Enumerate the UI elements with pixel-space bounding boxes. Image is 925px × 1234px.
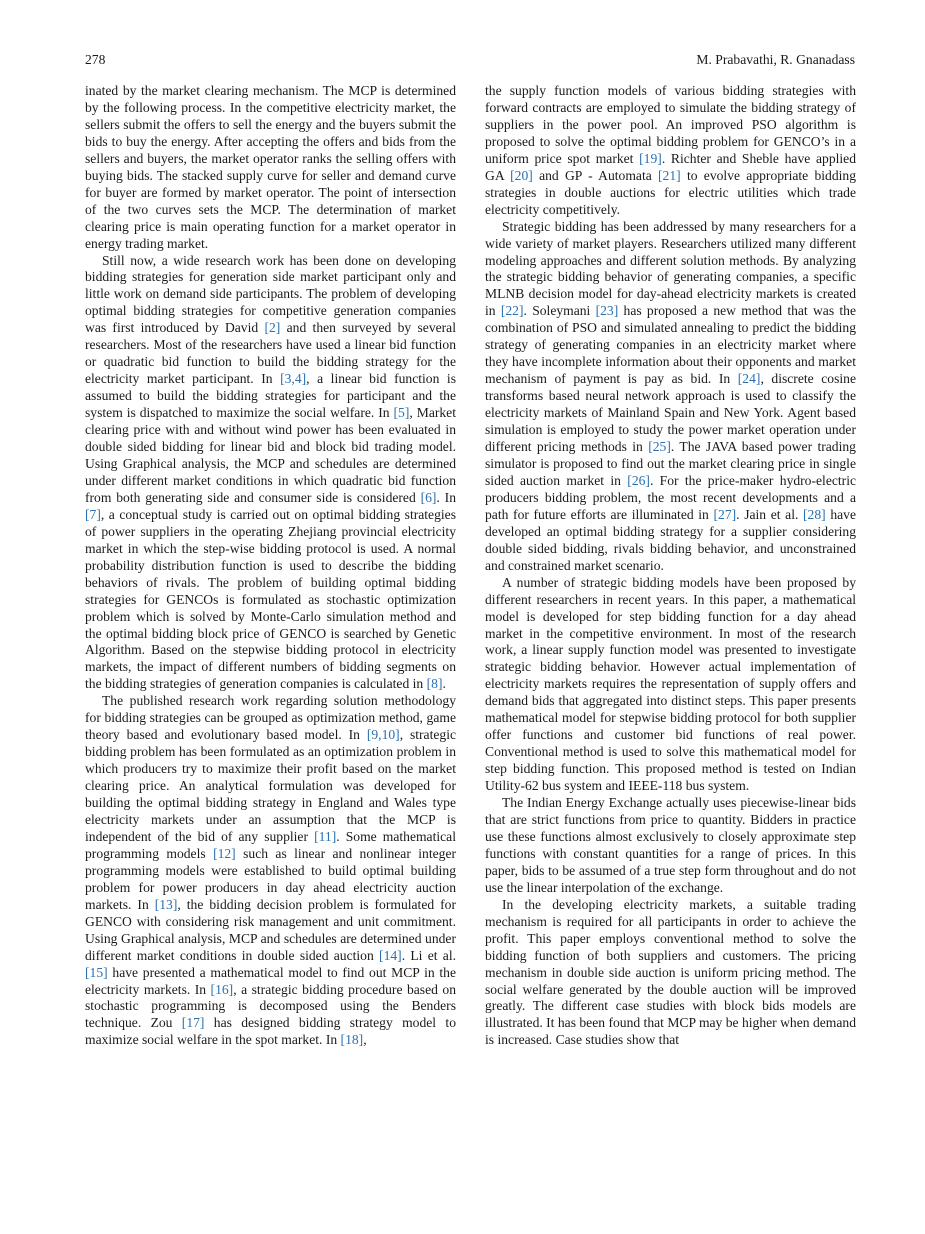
paragraph-text: . For the price-maker hydro-electric producers bidding problem, the most recent developments and a path for future efforts are illuminated in: [485, 472, 856, 522]
paragraph-text: , the bidding decision problem is formulated for GENCO with considering risk management and unit commitment. Using Graphical analysis, MCP and schedules are determined under different market conditions in double sided auction: [85, 896, 456, 963]
paragraph-text: Still now, a wide research work has been done on developing bidding strategies for generation side market participant only and little work on demand side participants. The problem of developing optimal bidding strategies for competitive generation companies was first introduced by David: [85, 252, 456, 336]
citation-link[interactable]: [7]: [85, 506, 101, 522]
citation-link[interactable]: [26]: [627, 472, 650, 488]
paragraph: [85, 83, 456, 253]
paragraph-text: In the developing electricity markets, a suitable trading mechanism is required for all participants in order to achieve the profit. This paper employs conventional method to solve the bidding function of both suppliers and customers. The pricing mechanism in double side auction is uniform pricing method. The social welfare generated by the double auction will be improved greatly. The different case studies with block bids models are illustrated. It has been found that MCP may be higher when demand is increased. Case studies show that: [485, 896, 856, 1048]
left-column: [85, 83, 456, 1049]
paragraph-text: . In: [436, 489, 456, 505]
citation-link[interactable]: [8]: [426, 676, 443, 692]
citation-link[interactable]: [17]: [181, 1015, 205, 1031]
right-column: [485, 83, 856, 1049]
paragraph-text: . Jain et al.: [736, 506, 804, 522]
citation-link[interactable]: [12]: [213, 845, 236, 861]
paragraph-text: . The JAVA based power trading simulator is proposed to find out the market clearing price in single sided auction market in: [485, 439, 856, 488]
citation-link[interactable]: [9,10]: [366, 727, 400, 743]
running-head-authors: M. Prabavathi, R. Gnanadass: [696, 52, 855, 67]
citation-link[interactable]: [21]: [658, 167, 681, 183]
paragraph-text: . Richter and Sheble have applied GA: [485, 150, 856, 183]
paragraph: [85, 693, 456, 1049]
citation-link[interactable]: [18]: [340, 1032, 364, 1048]
citation-link[interactable]: [22]: [500, 303, 524, 319]
paragraph: [485, 795, 856, 897]
paragraph-text: , strategic bidding problem has been formulated as an optimization problem in which producers try to maximize their profit based on the market clearing price. An analytical formulation was developed for building the optimal bidding strategy in England and Wales type electricity markets under an assumption that the MCP is independent of the bid of any supplier: [85, 727, 457, 844]
paragraph: [485, 83, 856, 219]
paragraph: [485, 219, 856, 575]
citation-link[interactable]: [15]: [85, 964, 108, 980]
paragraph-text: , a linear bid function is assumed to build the bidding strategies for participant and the system is dispatched to maximize the social welfare. In: [85, 371, 456, 421]
citation-link[interactable]: [3,4]: [280, 371, 307, 387]
paragraph-text: such as linear and nonlinear integer programming models were established to build optimal building problem for power producers in day ahead electricity auction markets. In: [85, 845, 456, 912]
paragraph-text: The Indian Energy Exchange actually uses piecewise-linear bids that are strict functions from price to quantity. Bidders in practice use these functions almost exclusively to closely approximate step functions with constant quantities for a range of prices. In this paper, bids to be assumed of a true step form throughout and do not use the linear interpolation of the exchange.: [485, 795, 856, 895]
citation-link[interactable]: [5]: [393, 405, 410, 421]
paragraph-text: ,: [363, 1032, 367, 1048]
citation-link[interactable]: [6]: [420, 489, 437, 505]
citation-link[interactable]: [20]: [510, 167, 533, 183]
citation-link[interactable]: [23]: [595, 303, 619, 319]
paragraph-text: , a strategic bidding procedure based on stochastic programming is decomposed using the Benders technique. Zou: [85, 981, 456, 1031]
paragraph: [85, 253, 456, 694]
citation-link[interactable]: [27]: [713, 506, 737, 522]
page-number: 278: [85, 52, 106, 67]
citation-link[interactable]: [24]: [737, 371, 761, 387]
paragraph-text: the supply function models of various bidding strategies with forward contracts are employed to simulate the bidding strategy of suppliers in the power pool. An improved PSO algorithm is proposed to solve the optimal bidding problem for GENCO’s in a uniform price spot market: [485, 83, 856, 166]
citation-link[interactable]: [19]: [639, 150, 662, 166]
paragraph-text: The published research work regarding solution methodology for bidding strategies can be grouped as optimization method, game theory based and evolutionary based model. In: [85, 693, 456, 743]
paragraph-text: and then surveyed by several researchers. Most of the researchers have used a linear bid function or quadratic bid function to build the bidding strategy for the electricity market participant. In: [85, 320, 456, 387]
paragraph-text: . Some mathematical programming models: [85, 828, 456, 861]
paragraph-text: have developed an optimal bidding strategy for a supplier considering double sided bidding, rivals bidding behavior, and unconstrained and constrained market scenario.: [485, 506, 856, 573]
citation-link[interactable]: [11]: [314, 828, 337, 844]
paragraph-text: to evolve appropriate bidding strategies in double auctions for electric utilities which trade electricity competitively.: [485, 167, 856, 217]
paragraph-text: , a conceptual study is carried out on optimal bidding strategies of power suppliers in the operating Zhejiang provincial electricity market in which the step-wise bidding protocol is used. A normal probability distribution function is used to describe the bidding behaviors of rivals. The problem of building optimal bidding strategies for GENCOs is formulated as stochastic optimization problem which is solved by Monte-Carlo simulation method and the optimal bidding block price of GENCO is searched by Genetic Algorithm. Based on the stepwise bidding protocol in electricity markets, the impact of different numbers of bidding segments on the bidding strategies of generation companies is calculated in: [85, 506, 456, 692]
paragraph-text: have presented a mathematical model to find out MCP in the electricity markets. In: [85, 964, 456, 997]
paragraph: [485, 575, 856, 795]
paragraph-text: has proposed a new method that was the combination of PSO and simulated annealing to predict the bidding strategy of generating companies in an electricity market where they have incomplete information about their opponents and market mechanism of payment is pay as bid. In: [485, 303, 856, 387]
citation-link[interactable]: [2]: [264, 320, 281, 336]
citation-link[interactable]: [28]: [803, 506, 826, 522]
paragraph-text: .: [442, 676, 446, 692]
paragraph-text: inated by the market clearing mechanism. The MCP is determined by the following process. In the competitive electricity market, the sellers submit the offers to sell the energy and the buyers submit the bids to buy the energy. After accepting the offers and bids from the sellers and buyers, the market operator ranks the selling offers with buying bids. The stacked supply curve for seller and demand curve for buyer are formed by market operator. The point of intersection of the two curves sets the MCP. The determination of market clearing price is main operating function for a market operator in energy trading market.: [85, 83, 456, 251]
paragraph-text: has designed bidding strategy model to maximize social welfare in the spot market. In: [85, 1015, 456, 1048]
paragraph-text: . Soleymani: [523, 303, 596, 319]
citation-link[interactable]: [14]: [379, 947, 402, 963]
paragraph-text: , Market clearing price with and without wind power has been evaluated in double sided bidding for linear bid and block bid trading model. Using Graphical analysis, the MCP and schedules are determined under different market conditions in which quadratic bid function from both generating side and consumer side is considered: [85, 405, 456, 505]
citation-link[interactable]: [25]: [648, 439, 671, 455]
page-header: [85, 52, 855, 70]
citation-link[interactable]: [16]: [210, 981, 234, 997]
citation-link[interactable]: [13]: [154, 896, 178, 912]
paragraph-text: and GP - Automata: [532, 167, 659, 183]
paragraph-text: , discrete cosine transforms based neural network approach is used to classify the electricity markets of Mainland Spain and New York. Agent based simulation is employed to study the power market operation under different pricing methods in: [485, 371, 856, 455]
paragraph-text: Strategic bidding has been addressed by many researchers for a wide variety of market players. Researchers utilized many different modeling approaches and different solution methods. By analyzing the strategic bidding behavior of generating companies, a specific MLNB decision model for day-ahead electricity markets is created in: [485, 218, 856, 319]
paragraph-text: A number of strategic bidding models have been proposed by different researchers in recent years. In this paper, a mathematical model is developed for step bidding function for a day ahead market in the competitive environment. In most of the research work, a linear supply function model was presented to investigate strategic bidding behavior. However actual implementation of electricity markets requires the representation of supply offers and demand bids that aggregated into distinct steps. This paper presents mathematical model for stepwise bidding protocol for both supplier offer functions and customer bid functions of real power. Conventional method is used to solve this mathematical model for step bidding function. This proposed method is tested on Indian Utility-62 bus system and IEEE-118 bus system.: [485, 574, 856, 794]
paragraph: [485, 897, 856, 1050]
paragraph-text: . Li et al.: [401, 947, 456, 963]
